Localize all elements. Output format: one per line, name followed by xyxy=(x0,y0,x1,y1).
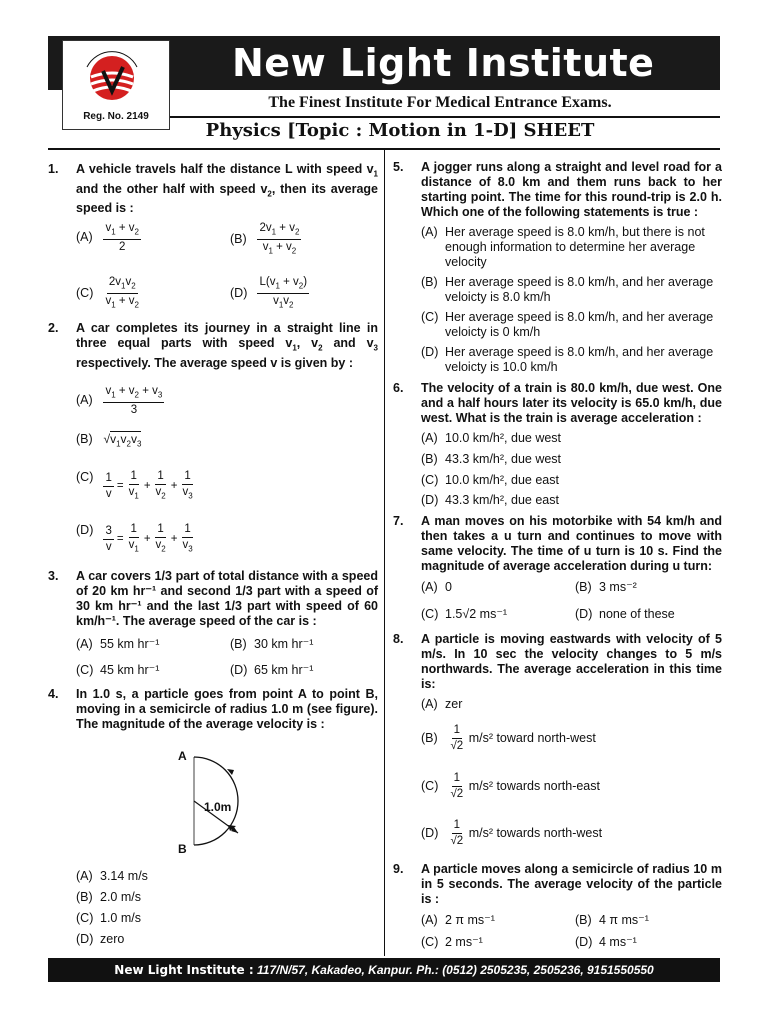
option-a[interactable]: (A) $\frac{v_1 + v_2}{2}$ xyxy=(76,222,139,254)
option-a[interactable]: (A) 2 π ms⁻¹ xyxy=(421,913,495,927)
divider xyxy=(170,116,720,118)
option-a[interactable]: (A) Her average speed is 8.0 km/h, but there is not enough information to determine her average velocity xyxy=(421,225,705,269)
figure-label-a: A xyxy=(178,749,187,763)
column-divider xyxy=(384,150,385,956)
question-number: 2. xyxy=(48,321,59,335)
footer-address: 117/N/57, Kakadeo, Kanpur. Ph.: (0512) 2505235, 2505236, 9151550550 xyxy=(257,963,654,977)
question-text: A man moves on his motorbike with 54 km/h and then takes a u turn and continues to move with same velocity. The time of u turn is 10 s. Find the magnitude of average acceleration during u turn: xyxy=(421,514,722,573)
option-d[interactable]: (D) 43.3 km/h², due east xyxy=(421,493,559,507)
option-b[interactable]: (B) $\frac{2v_1 + v_2}{v_1 + v_2}$ xyxy=(230,222,300,256)
option-b[interactable]: (B) Her average speed is 8.0 km/h, and her average veloicty is 8.0 km/h xyxy=(421,275,714,304)
option-a[interactable]: (A) 3.14 m/s xyxy=(76,869,148,883)
option-d[interactable]: (D) $\frac{L(v_1 + v_2)}{v_1v_2}$ xyxy=(230,276,308,310)
option-d[interactable]: (D) 65 km hr⁻¹ xyxy=(230,663,314,677)
institute-title: New Light Institute xyxy=(232,41,655,85)
option-b[interactable]: (B) 43.3 km/h², due west xyxy=(421,452,562,466)
question-text: A particle moves along a semicircle of radius 10 m in 5 seconds. The average velocity of the particle is : xyxy=(421,862,722,906)
question-number: 8. xyxy=(393,632,404,646)
question-text: A vehicle travels half the distance L with speed $v_1$ and the other half with speed $v_2$, then its average speed is : xyxy=(76,162,379,215)
option-c[interactable]: (C) 1.0 m/s xyxy=(76,911,141,925)
option-a[interactable]: (A) 55 km hr⁻¹ xyxy=(76,637,160,651)
footer-institute-name: New Light Institute : xyxy=(114,963,254,977)
question-text: A car completes its journey in a straight line in three equal parts with speed $v_1$, $v_2$ and $v_3$ respectively. The average speed v is given by : xyxy=(76,321,378,370)
option-c[interactable]: (C) Her average speed is 8.0 km/h, and her average veloicty is 0 km/h xyxy=(421,310,714,339)
option-d[interactable]: (D) zero xyxy=(76,932,125,946)
question-number: 5. xyxy=(393,160,404,174)
option-c[interactable]: (C) $\frac{1}{√2}$ m/s² towards north-east xyxy=(421,772,600,800)
logo xyxy=(62,40,170,130)
option-c[interactable]: (C) $\frac{2v_1v_2}{v_1 + v_2}$ xyxy=(76,276,139,310)
option-a[interactable]: (A) 10.0 km/h², due west xyxy=(421,431,562,445)
footer-bar xyxy=(48,958,720,982)
option-b[interactable]: (B) $√v_1v_2v_3$ xyxy=(76,432,142,449)
question-number: 3. xyxy=(48,569,59,583)
option-b[interactable]: (B) 30 km hr⁻¹ xyxy=(230,637,314,651)
figure-radius-label: 1.0m xyxy=(204,800,232,814)
option-a[interactable]: (A) 0 xyxy=(421,580,452,594)
question-number: 7. xyxy=(393,514,404,528)
option-c[interactable]: (C) 1.5√2 ms⁻¹ xyxy=(421,607,508,621)
option-b[interactable]: (B) 2.0 m/s xyxy=(76,890,141,904)
question-text: A car covers 1/3 part of total distance with a speed of 20 km hr⁻¹ and second 1/3 part with a speed of 30 km hr⁻¹ and the last 1/3 part with speed of 60 km/h⁻¹. The average speed of the car is : xyxy=(76,569,378,628)
tagline: The Finest Institute For Medical Entrance Exams. xyxy=(268,94,612,111)
option-b[interactable]: (B) 4 π ms⁻¹ xyxy=(575,913,649,927)
option-a[interactable]: (A) zer xyxy=(421,697,463,711)
logo-emblem-icon xyxy=(81,47,143,109)
option-b[interactable]: (B) 3 ms⁻² xyxy=(575,580,637,594)
option-c[interactable]: (C) $\frac{1}{v}$ = $\frac{1}{v_1}$ + $\frac{1}{v_2}$ + $\frac{1}{v_3}$ xyxy=(76,470,193,501)
option-c[interactable]: (C) 2 ms⁻¹ xyxy=(421,935,483,949)
question-text: In 1.0 s, a particle goes from point A to point B, moving in a semicircle of radius 1.0 m (see figure). The magnitude of the average velocity is : xyxy=(76,687,378,731)
question-text: A particle is moving eastwards with velocity of 5 m/s. In 10 sec the velocity changes to 5 m/s northwards. The average acceleration in this time is: xyxy=(421,632,722,691)
option-c[interactable]: (C) 10.0 km/h², due east xyxy=(421,473,559,487)
option-d[interactable]: (D) 4 ms⁻¹ xyxy=(575,935,637,949)
question-number: 1. xyxy=(48,162,59,176)
option-a[interactable]: (A) $\frac{v_1 + v_2 + v_3}{3}$ xyxy=(76,385,163,417)
option-d[interactable]: (D) Her average speed is 8.0 km/h, and her average veloicty is 10.0 km/h xyxy=(421,345,714,374)
registration-number: Reg. No. 2149 xyxy=(83,111,149,122)
question-number: 6. xyxy=(393,381,404,395)
sheet-title: Physics [Topic : Motion in 1-D] SHEET xyxy=(205,120,595,141)
question-text: The velocity of a train is 80.0 km/h, due west. One and a half hours later its velocity is 65.0 km/h, due west. What is the train is average acceleration : xyxy=(421,381,722,425)
question-number: 9. xyxy=(393,862,404,876)
question-number: 4. xyxy=(48,687,59,701)
figure-label-b: B xyxy=(178,842,187,856)
option-d[interactable]: (D) $\frac{3}{v}$ = $\frac{1}{v_1}$ + $\frac{1}{v_2}$ + $\frac{1}{v_3}$ xyxy=(76,523,193,554)
option-b[interactable]: (B) $\frac{1}{√2}$ m/s² toward north-west xyxy=(421,724,596,752)
option-c[interactable]: (C) 45 km hr⁻¹ xyxy=(76,663,160,677)
option-d[interactable]: (D) $\frac{1}{√2}$ m/s² towards north-west xyxy=(421,819,603,847)
question-text: A jogger runs along a straight and level road for a distance of 8.0 km and them runs back to her starting point. The time for this round-trip is 2.0 h. Which one of the following statements is true : xyxy=(421,160,722,219)
option-d[interactable]: (D) none of these xyxy=(575,607,675,621)
